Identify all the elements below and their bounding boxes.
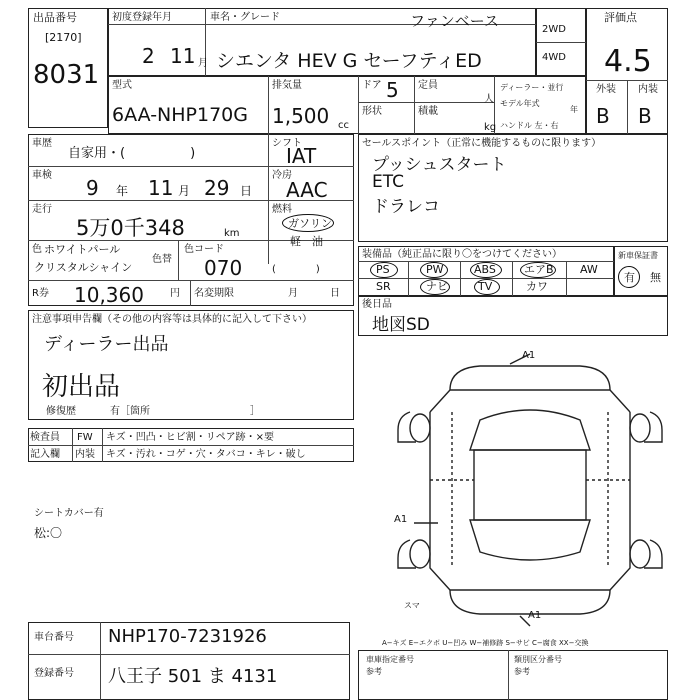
displacement: 1,500 (272, 104, 330, 128)
sales-item-1: プッシュスタート (372, 155, 507, 175)
kg-unit: kg (484, 122, 497, 133)
shift-value: IAT (286, 144, 317, 168)
reg-label: 登録番号 (34, 668, 74, 679)
insp-month: 11 (148, 176, 174, 200)
dealer-label: ディーラー・並行 (500, 83, 564, 92)
aftermarket-label: 後日品 (362, 299, 392, 310)
score-label: 評価点 (604, 11, 637, 24)
chassis-value: NHP170-7231926 (108, 626, 267, 647)
tax-label: 名変期限 (194, 288, 234, 299)
diagram-bottom-label: スマ (404, 601, 420, 610)
ac-label: 冷房 (272, 170, 292, 181)
first-reg-month: 11 (170, 44, 196, 68)
ext-label: 外装 (596, 84, 616, 95)
model-code: 6AA-NHP170G (112, 104, 248, 126)
capacity-label: 定員 (418, 80, 438, 91)
model-name: シエンタ HEV G セーフティED (216, 50, 482, 72)
class-label: 類別区分番号 (514, 655, 562, 664)
insp-year-char: 年 (116, 184, 129, 198)
car-diagram (390, 340, 670, 640)
notes-line1: ディーラー出品 (44, 334, 169, 355)
tax-month: 月 (288, 288, 298, 299)
damage-mark-bottom: A1 (528, 610, 542, 621)
ref-label-2: 参考 (514, 667, 530, 676)
sales-item-2: ETC (372, 172, 404, 192)
handle-label: ハンドル 左・右 (500, 121, 559, 130)
recycle-label: R券 (32, 288, 49, 299)
sales-item-3: ドラレコ (372, 197, 440, 217)
mileage-label: 走行 (32, 204, 52, 215)
inspector-row1: キズ・凹凸・ヒビ割・リペア跡・×要 (106, 432, 274, 443)
hand-note-2: 松:〇 (34, 526, 63, 540)
fuel-paren: ( ) (272, 264, 320, 275)
color-value-2: クリスタルシャイン (34, 261, 133, 274)
mileage: 5万0千348 (76, 216, 185, 240)
lot-sub: [2170] (45, 31, 82, 44)
warranty-label: 新車保証書 (618, 251, 658, 260)
model-code-label: 型式 (112, 80, 132, 91)
inspector-row2: キズ・汚れ・コゲ・穴・タバコ・キレ・破し (106, 449, 306, 460)
warranty-no: 無 (650, 271, 661, 284)
equip-aw: AW (580, 263, 598, 276)
equip-airbag: エアB (524, 263, 554, 276)
equip-sr: SR (376, 280, 391, 293)
repair-value: 有［箇所 ］ (110, 406, 260, 417)
year-unit: 年 (570, 105, 578, 114)
int-label: 内装 (638, 84, 658, 95)
yen-unit: 円 (170, 288, 180, 299)
color-change-label: 色替 (152, 254, 172, 265)
inspector-label2: 記入欄 (30, 449, 60, 460)
damage-mark-top: A1 (522, 350, 536, 361)
history-value: 自家用・( ) (68, 146, 196, 161)
person-unit: 人 (484, 94, 494, 105)
first-reg-label: 初度登録年月 (112, 12, 172, 23)
color-code: 070 (204, 256, 243, 280)
color-label: 色 (32, 244, 42, 255)
lot-number: 8031 (33, 60, 100, 90)
inspector-fw: FW (77, 432, 93, 443)
fuel-gasoline: ガソリン (288, 217, 332, 230)
diagram-legend: A−キズ E−エクボ U−凹み W−補修跡 S−サビ C−腐食 XX−交換 (382, 639, 589, 647)
fuel-gasoline-circle (282, 214, 334, 232)
km-unit: km (224, 228, 240, 239)
inspector-label1: 検査員 (30, 432, 60, 443)
damage-mark-left: A1 (394, 514, 408, 525)
insp-day-char: 日 (240, 184, 253, 198)
inspection-label: 車検 (32, 170, 52, 181)
load-label: 積載 (418, 106, 438, 117)
door-label: ドア (362, 80, 382, 91)
int-grade: B (638, 104, 652, 128)
color-value-1: ホワイトパール (44, 243, 121, 256)
model-year-label: モデル年式 (500, 99, 540, 108)
insp-year: 9 (86, 176, 99, 200)
drive-4wd: 4WD (542, 52, 566, 63)
ext-grade: B (596, 104, 610, 128)
chassis-label: 車台番号 (34, 632, 74, 643)
repair-label: 修復歴 (46, 406, 76, 417)
notes-box (28, 310, 354, 420)
lot-label: 出品番号 (33, 11, 77, 24)
equip-leather: カワ (526, 280, 548, 293)
insp-day: 29 (204, 176, 230, 200)
drive-2wd: 2WD (542, 24, 566, 35)
tax-day: 日 (330, 288, 340, 299)
model-grade-label: 車名・グレード (210, 12, 280, 23)
score-value: 4.5 (604, 44, 652, 79)
equip-abs: ABS (474, 263, 496, 276)
first-reg-year: 2 (142, 44, 155, 68)
notes-line2: 初出品 (42, 372, 121, 402)
doors: 5 (386, 78, 399, 102)
warranty-yes: 有 (624, 271, 635, 284)
insp-month-char: 月 (178, 184, 191, 198)
notes-label: 注意事項申告欄（その他の内容等は具体的に記入して下さい） (32, 314, 312, 325)
shift-label: シフト (272, 138, 302, 149)
equip-pw: PW (426, 263, 444, 276)
fuel-diesel: 軽 油 (290, 235, 323, 248)
sales-label: セールスポイント（正常に機能するものに限ります） (362, 138, 602, 149)
displacement-label: 排気量 (272, 80, 302, 91)
reg-value: 八王子 501 ま 4131 (108, 666, 278, 687)
shape-label: 形状 (362, 106, 382, 117)
fan-base: ファンベース (410, 12, 499, 30)
equipment-label: 装備品（純正品に限り〇をつけてください） (362, 249, 562, 260)
equip-ps: PS (376, 263, 390, 276)
aftermarket-value: 地図SD (372, 315, 430, 335)
ac-value: AAC (286, 178, 328, 202)
month-unit: 月 (198, 58, 208, 69)
hand-note-1: シートカバー有 (34, 508, 104, 519)
inspector-int: 内装 (75, 449, 95, 460)
history-label: 車歴 (32, 138, 52, 149)
equip-tv: TV (478, 280, 493, 293)
equip-navi: ナビ (426, 280, 448, 293)
fuel-label: 燃料 (272, 204, 292, 215)
color-code-label: 色コード (184, 244, 224, 255)
designated-label: 車庫指定番号 (366, 655, 414, 664)
cc-unit: cc (338, 120, 349, 131)
recycle-value: 10,360 (74, 283, 144, 307)
warranty-yes-circle (618, 266, 640, 288)
ref-label-1: 参考 (366, 667, 382, 676)
